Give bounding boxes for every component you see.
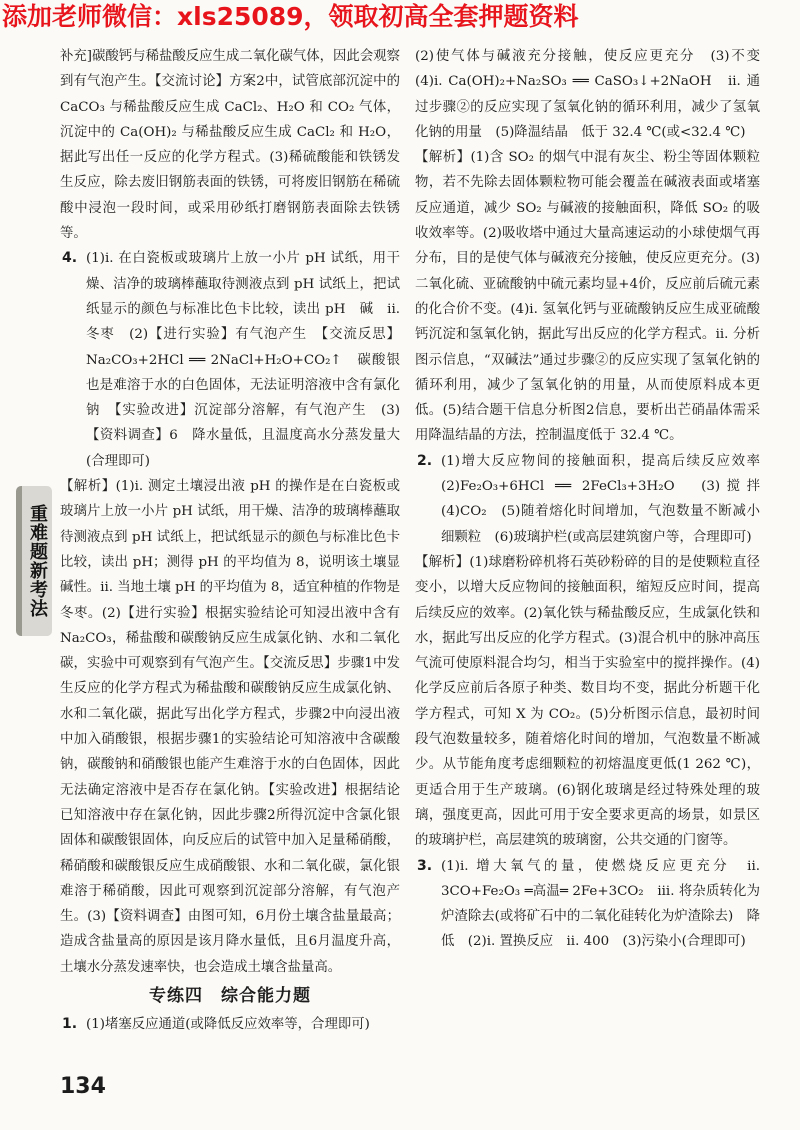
- answer-3: [415, 854, 760, 955]
- answer-text: (1)增大反应物间的接触面积，提高后续反应效率 (2)Fe₂O₃+6HCl ══ 2FeCl₃+3H₂O (3)搅拌 (4)CO₂ (5)随着熔化时间增加，气泡数量不断减小 细颗粒 (6)玻璃护栏(或高层建筑窗户等，合理即可): [441, 453, 774, 545]
- answer-text: (1)堵塞反应通道(或降低反应效率等，合理即可): [86, 1016, 370, 1032]
- question-number: 2.: [417, 452, 433, 469]
- question-number: 1.: [62, 1015, 78, 1032]
- continued-analysis: 补充]碳酸钙与稀盐酸反应生成二氧化碳气体，因此会观察到有气泡产生。【交流讨论】方案2中，试管底部沉淀中的 CaCO₃ 与稀盐酸反应生成 CaCl₂、H₂O 和 CO₂ 气体，沉淀中的 Ca(OH)₂ 与稀盐酸反应生成 CaCl₂ 和 H₂O，据此写出任一反应的化学方程式。(3)稀硫酸能和铁锈发生反应，除去废旧钢筋表面的铁锈，可将废旧钢筋在稀硫酸中浸泡一段时间，或采用砂纸打磨钢筋表面除去铁锈等。: [60, 49, 400, 242]
- answer-text: (1)i. 增大氧气的量，使燃烧反应更充分 ii. 3CO+Fe₂O₃ ═高温═ 2Fe+3CO₂ iii. 将杂质转化为炉渣除去(或将矿石中的二氧化硅转化为炉渣除去) 降低 (2)i. 置换反应 ii. 400 (3)污染小(合理即可): [441, 858, 760, 950]
- side-tab-label: 重难题新考法: [27, 504, 48, 618]
- answer-2: [415, 449, 774, 550]
- right-column: [415, 44, 774, 955]
- section-title: 专练四 综合能力题: [149, 985, 311, 1006]
- analysis-4: 【解析】(1)i. 测定土壤浸出液 pH 的操作是在白瓷板或玻璃片上放一小片 pH 试纸，用干燥、洁净的玻璃棒蘸取待测液点到 pH 试纸上，把试纸显示的颜色与标准比色卡比较，读出 pH；测得 pH 的平均值为 8，说明该土壤显碱性。ii. 当地土壤 pH 的平均值为 8，适宜种植的作物是冬枣。(2)【进行实验】根据实验结论可知浸出液中含有 Na₂CO₃，稀盐酸和碳酸钠反应生成氯化钠、水和二氧化碳，实验中可观察到有气泡产生。【交流反思】步骤1中发生反应的化学方程式为稀盐酸和碳酸钠反应生成氯化钠、水和二氧化碳，据此写出化学方程式，步骤2中向浸出液中加入硝酸银，根据步骤1的实验结论可知溶液中含碳酸钠，碳酸钠和硝酸银也能产生难溶于水的白色固体，因此无法确定溶液中是否存在氯化钠。【实验改进】根据结论已知溶液中存在氯化钠，因此步骤2所得沉淀中含氯化银固体和碳酸银固体，向反应后的试管中加入足量稀硝酸，稀硝酸和碳酸银反应生成硝酸银、水和二氧化碳，氯化银难溶于稀硝酸，因此可观察到沉淀部分溶解，有气泡产生。(3)【资料调查】由图可知，6月份土壤含盐量最高；造成含盐量高的原因是该月降水量低，且6月温度升高，土壤水分蒸发速率快，也会造成土壤含盐量高。: [60, 479, 400, 975]
- answer-1-continued: (2)使气体与碱液充分接触，使反应更充分 (3)不变 (4)i. Ca(OH)₂+Na₂SO₃ ══ CaSO₃↓+2NaOH ii. 通过步骤②的反应实现了氢氧化钠的循环利用，减少了氢氧化钠的用量 (5)降温结晶 低于 32.4 ℃(或<32.4 ℃): [415, 49, 774, 140]
- analysis-1: 【解析】(1)含 SO₂ 的烟气中混有灰尘、粉尘等固体颗粒物，若不先除去固体颗粒物可能会覆盖在碱液表面或堵塞反应通道，减少 SO₂ 与碱液的接触面积，降低 SO₂ 的吸收效率等。(2)吸收塔中通过大量高速运动的小球使烟气再分布，目的是使气体与碱液充分接触，使反应更充分。(3)二氧化硫、亚硫酸钠中硫元素均显+4价，反应前后硫元素的化合价不变。(4)i. 氢氧化钙与亚硫酸钠反应生成亚硫酸钙沉淀和氢氧化钠，据此写出反应的化学方程式。ii. 分析图示信息，“双碱法”通过步骤②的反应实现了氢氧化钠的循环利用，减少了氢氧化钠的用量，从而使原料成本更低。(5)结合题干信息分析图2信息，要析出芒硝晶体需采用降温结晶的方法，控制温度低于 32.4 ℃。: [415, 150, 760, 444]
- section-side-tab: [16, 486, 52, 636]
- answer-text: (1)i. 在白瓷板或玻璃片上放一小片 pH 试纸，用干燥、洁净的玻璃棒蘸取待测液点到 pH 试纸上，把试纸显示的颜色与标准比色卡比较，读出 pH 碱 ii. 冬枣 (2)【进行实验】有气泡产生 【交流反思】Na₂CO₃+2HCl ══ 2NaCl+H₂O+CO₂↑ 碳酸银也是难溶于水的白色固体，无法证明溶液中含有氯化钠 【实验改进】沉淀部分溶解，有气泡产生 (3)【资料调查】6 降水量低，且温度高水分蒸发量大(合理即可): [86, 251, 400, 469]
- answer-4: [60, 246, 400, 474]
- page-number: 134: [60, 1074, 106, 1099]
- promo-banner: 添加老师微信：xls25089，领取初高全套押题资料: [2, 2, 579, 31]
- analysis-2: 【解析】(1)球磨粉碎机将石英砂粉碎的目的是使颗粒直径变小，以增大反应物间的接触面积，缩短反应时间，提高后续反应的效率。(2)氧化铁与稀盐酸反应，生成氯化铁和水，据此写出反应的化学方程式。(3)混合机中的脉冲高压气流可使原料混合均匀，相当于实验室中的搅拌操作。(4)化学反应前后各原子种类、数目均不变，据此分析题干化学方程式，可知 X 为 CO₂。(5)分析图示信息，最初时间段气泡数量较多，随着熔化时间的增加，气泡数量不断减少。从节能角度考虑细颗粒的初熔温度更低(1 262 ℃)，更适合用于生产玻璃。(6)钢化玻璃是经过特殊处理的玻璃，强度更高，因此可用于安全要求更高的场景，如景区的玻璃护栏，高层建筑的玻璃窗，公共交通的门窗等。: [415, 554, 760, 849]
- left-column: [60, 44, 400, 1037]
- question-number: 3.: [417, 857, 433, 874]
- answer-1: [60, 1012, 400, 1037]
- question-number: 4.: [62, 250, 78, 267]
